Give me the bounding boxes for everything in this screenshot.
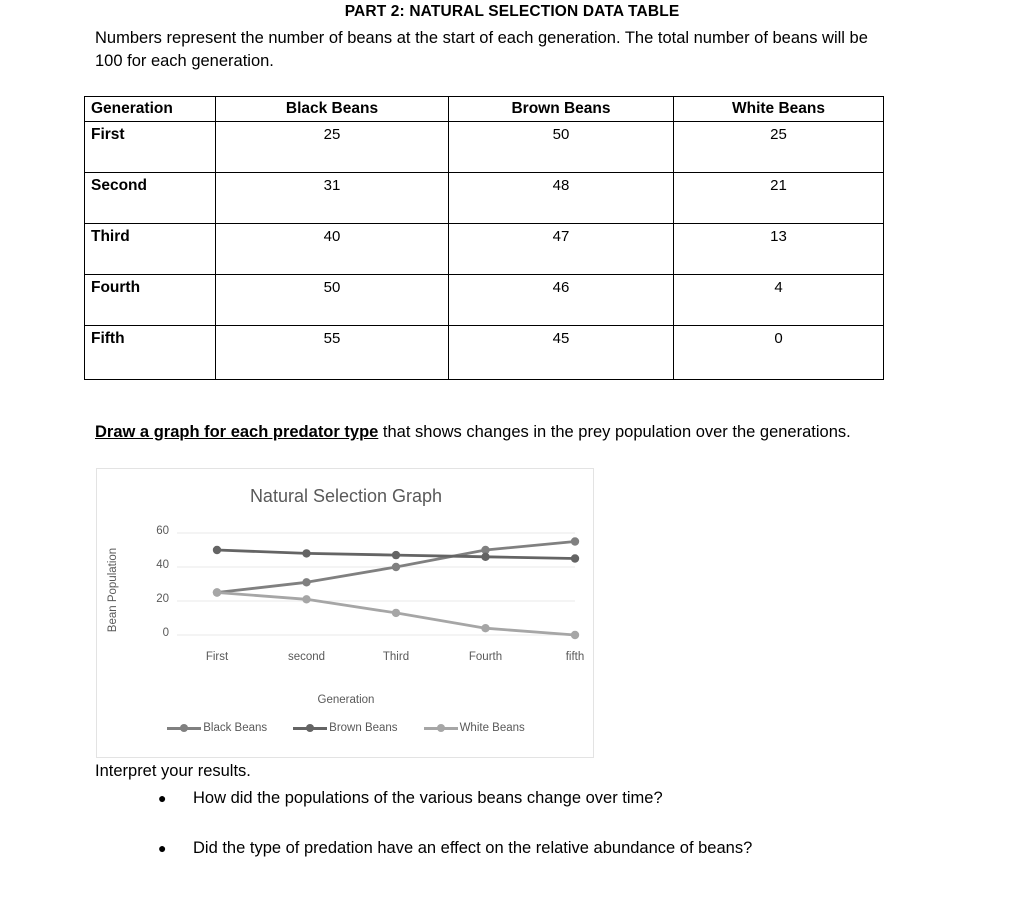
interpret-results-label: Interpret your results.: [95, 762, 251, 780]
legend-label: Black Beans: [203, 722, 268, 734]
chart-data-point: [571, 631, 579, 639]
cell-black: 40: [216, 224, 449, 275]
cell-white: 13: [674, 224, 884, 275]
chart-x-tick: second: [287, 651, 326, 663]
cell-black: 25: [216, 122, 449, 173]
chart-y-tick: 20: [156, 593, 169, 605]
chart-data-point: [302, 578, 310, 586]
chart-data-point: [302, 549, 310, 557]
list-item: [158, 786, 918, 810]
cell-brown: 46: [449, 275, 674, 326]
table-row: [85, 224, 884, 275]
cell-generation: First: [85, 122, 216, 173]
chart-data-point: [392, 609, 400, 617]
graph-instruction-rest: that shows changes in the prey population over the generations.: [378, 423, 851, 441]
cell-black: 50: [216, 275, 449, 326]
cell-black: 31: [216, 173, 449, 224]
column-header-generation: Generation: [85, 97, 216, 122]
bullet-icon: ●: [158, 790, 167, 806]
graph-instruction-emphasis: Draw a graph for each predator type: [95, 423, 379, 441]
chart-data-point: [392, 551, 400, 559]
chart-x-tick: fifth: [565, 651, 585, 663]
column-header-black-beans: Black Beans: [216, 97, 449, 122]
chart-legend: [97, 722, 595, 734]
cell-generation: Second: [85, 173, 216, 224]
chart-data-point: [213, 588, 221, 596]
legend-label: Brown Beans: [329, 722, 398, 734]
cell-brown: 47: [449, 224, 674, 275]
cell-generation: Third: [85, 224, 216, 275]
chart-data-point: [302, 595, 310, 603]
chart-y-tick: 0: [162, 627, 169, 639]
chart-y-axis-label: Bean Population: [107, 547, 119, 633]
chart-title: Natural Selection Graph: [249, 486, 443, 506]
column-header-white-beans: White Beans: [674, 97, 884, 122]
chart-y-tick: 40: [156, 559, 169, 571]
cell-brown: 45: [449, 326, 674, 380]
chart-data-point: [481, 624, 489, 632]
cell-black: 55: [216, 326, 449, 380]
chart-y-tick: 60: [156, 525, 169, 537]
natural-selection-chart: [96, 468, 594, 758]
chart-x-tick: Fourth: [468, 651, 503, 663]
legend-marker-icon: [293, 723, 327, 733]
chart-x-tick: Third: [382, 651, 410, 663]
table-header-row: [85, 97, 884, 122]
table-row: [85, 275, 884, 326]
chart-data-point: [481, 553, 489, 561]
chart-plot-area: [97, 469, 595, 759]
cell-white: 25: [674, 122, 884, 173]
intro-paragraph: Numbers represent the number of beans at the start of each generation. The total number of beans will be 100 for each generation.: [95, 29, 868, 70]
graph-instruction: [95, 421, 925, 444]
legend-marker-icon: [424, 723, 458, 733]
cell-white: 0: [674, 326, 884, 380]
page-title: PART 2: NATURAL SELECTION DATA TABLE: [344, 3, 680, 20]
cell-white: 21: [674, 173, 884, 224]
list-item-label: Did the type of predation have an effect on the relative abundance of beans?: [193, 839, 753, 857]
cell-brown: 48: [449, 173, 674, 224]
cell-generation: Fourth: [85, 275, 216, 326]
cell-brown: 50: [449, 122, 674, 173]
chart-x-axis-label: Generation: [317, 694, 375, 706]
list-item-label: How did the populations of the various beans change over time?: [193, 789, 663, 807]
chart-data-point: [571, 554, 579, 562]
natural-selection-data-table: [84, 96, 884, 380]
legend-item: [424, 722, 525, 734]
legend-item: [293, 722, 397, 734]
chart-data-point: [392, 563, 400, 571]
cell-generation: Fifth: [85, 326, 216, 380]
list-item: [158, 836, 918, 860]
legend-item: [167, 722, 267, 734]
chart-data-point: [213, 546, 221, 554]
table-row: [85, 122, 884, 173]
chart-data-point: [571, 537, 579, 545]
cell-white: 4: [674, 275, 884, 326]
chart-x-tick: First: [205, 651, 229, 663]
table-row: [85, 326, 884, 380]
column-header-brown-beans: Brown Beans: [449, 97, 674, 122]
bullet-icon: ●: [158, 840, 167, 856]
legend-marker-icon: [167, 723, 201, 733]
legend-label: White Beans: [459, 722, 525, 734]
table-row: [85, 173, 884, 224]
